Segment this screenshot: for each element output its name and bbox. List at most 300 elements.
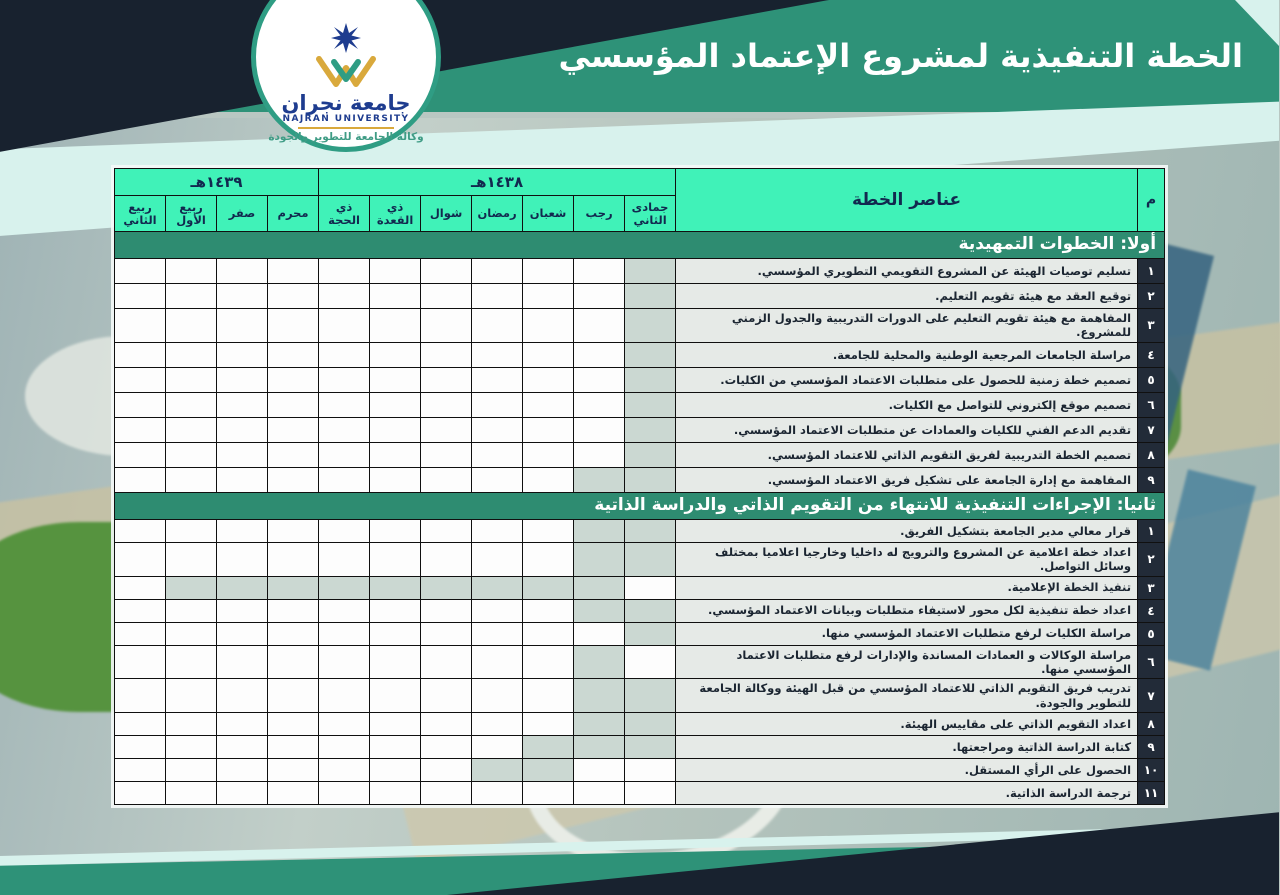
items-column-header: عناصر الخطة [677,169,1139,232]
timeline-cell [371,519,422,542]
timeline-cell [575,442,626,467]
timeline-cell [116,392,167,417]
row-number: ١ [1139,259,1166,284]
table-row [116,599,1166,622]
timeline-cell [116,599,167,622]
star-icon [332,23,362,56]
timeline-cell [473,442,524,467]
timeline-cell [524,367,575,392]
timeline-cell [524,259,575,284]
timeline-cell [269,713,320,736]
timeline-cell-shaded [626,713,677,736]
timeline-cell [320,309,371,343]
plan-item-label: مراسلة الوكالات و العمادات المساندة والإدارات لرفع متطلبات الاعتماد المؤسسي منها. [677,645,1139,679]
timeline-cell [371,417,422,442]
timeline-cell [320,442,371,467]
plan-item-label: توقيع العقد مع هيئة تقويم التعليم. [677,284,1139,309]
table-row [116,519,1166,542]
timeline-cell [371,259,422,284]
timeline-cell [269,309,320,343]
timeline-cell-shaded [575,645,626,679]
timeline-cell-shaded [626,622,677,645]
timeline-cell [524,392,575,417]
timeline-cell [116,542,167,576]
timeline-cell [218,467,269,492]
timeline-cell [371,782,422,805]
timeline-cell [473,342,524,367]
timeline-cell [116,519,167,542]
row-number: ٤ [1139,342,1166,367]
timeline-cell [320,679,371,713]
timeline-cell [473,713,524,736]
timeline-cell [116,622,167,645]
timeline-cell [575,309,626,343]
timeline-cell [371,442,422,467]
timeline-cell-shaded [626,392,677,417]
plan-item-label: تنفيذ الخطة الإعلامية. [677,576,1139,599]
timeline-cell [473,622,524,645]
table-row [116,542,1166,576]
timeline-cell [422,519,473,542]
logo-divider [299,127,395,129]
timeline-cell [320,417,371,442]
timeline-cell [116,645,167,679]
timeline-cell-shaded [473,576,524,599]
timeline-cell [524,645,575,679]
row-number: ٧ [1139,679,1166,713]
page-title: الخطة التنفيذية لمشروع الإعتماد المؤسسي [559,37,1244,75]
timeline-cell [473,467,524,492]
timeline-cell-shaded [524,759,575,782]
timeline-cell-shaded [626,467,677,492]
month-header: ربيع الأول [167,196,218,232]
plan-item-label: تصميم موقع إلكتروني للتواصل مع الكليات. [677,392,1139,417]
timeline-cell [575,392,626,417]
timeline-cell [371,542,422,576]
timeline-cell [575,417,626,442]
timeline-cell [473,645,524,679]
row-number: ٢ [1139,542,1166,576]
table-row [116,679,1166,713]
timeline-cell [320,367,371,392]
logo-name-english: NAJRAN UNIVERSITY [283,114,411,125]
plan-item-label: اعداد التقويم الذاتي على مقاييس الهيئة. [677,713,1139,736]
timeline-cell-shaded [626,342,677,367]
crown-chevrons-icon [316,56,378,92]
timeline-cell [524,442,575,467]
table-row [116,645,1166,679]
timeline-cell [422,309,473,343]
timeline-cell [320,284,371,309]
timeline-cell [167,342,218,367]
timeline-cell-shaded [575,736,626,759]
timeline-cell [473,284,524,309]
timeline-cell-shaded [269,576,320,599]
month-header: شوال [422,196,473,232]
timeline-cell [575,342,626,367]
timeline-cell [167,417,218,442]
table-row [116,417,1166,442]
timeline-cell [371,467,422,492]
timeline-cell [167,519,218,542]
timeline-cell-shaded [167,576,218,599]
timeline-cell [320,759,371,782]
timeline-cell [269,645,320,679]
timeline-cell [167,309,218,343]
timeline-cell [167,259,218,284]
timeline-cell-shaded [626,259,677,284]
row-number: ٤ [1139,599,1166,622]
plan-item-label: الحصول على الرأي المستقل. [677,759,1139,782]
timeline-cell-shaded [626,519,677,542]
timeline-cell [524,467,575,492]
row-number: ٩ [1139,467,1166,492]
serial-column-header: م [1139,169,1166,232]
logo-name-arabic: جامعة نجران [282,91,412,115]
timeline-cell [575,367,626,392]
timeline-cell [422,367,473,392]
timeline-cell [167,713,218,736]
row-number: ٦ [1139,645,1166,679]
timeline-cell [320,782,371,805]
timeline-cell [422,736,473,759]
timeline-cell [167,467,218,492]
timeline-cell [218,645,269,679]
table-row [116,622,1166,645]
plan-item-label: تصميم خطة زمنية للحصول على متطلبات الاعتماد المؤسسي من الكليات. [677,367,1139,392]
timeline-cell [473,519,524,542]
timeline-cell [524,519,575,542]
plan-item-label: تقديم الدعم الفني للكليات والعمادات عن متطلبات الاعتماد المؤسسي. [677,417,1139,442]
row-number: ٧ [1139,417,1166,442]
plan-item-label: اعداد خطة تنفيذية لكل محور لاستيفاء متطلبات وبيانات الاعتماد المؤسسي. [677,599,1139,622]
timeline-cell [167,367,218,392]
timeline-cell [167,782,218,805]
section-header: أولا: الخطوات التمهيدية [116,232,1166,259]
timeline-cell [422,542,473,576]
timeline-cell [218,259,269,284]
row-number: ٥ [1139,367,1166,392]
timeline-cell [371,599,422,622]
timeline-cell-shaded [626,736,677,759]
timeline-cell-shaded [575,599,626,622]
timeline-cell [269,542,320,576]
section-header: ثانيا: الإجراءات التنفيذية للانتهاء من التقويم الذاتي والدراسة الذاتية [116,492,1166,519]
table-row [116,367,1166,392]
timeline-cell [269,622,320,645]
timeline-cell [269,367,320,392]
table-row [116,467,1166,492]
timeline-cell [371,342,422,367]
timeline-cell [167,542,218,576]
row-number: ٥ [1139,622,1166,645]
timeline-cell [626,759,677,782]
month-header: شعبان [524,196,575,232]
timeline-cell [167,442,218,467]
table-row [116,713,1166,736]
plan-item-label: تصميم الخطة التدريبية لفريق التقويم الذاتي للاعتماد المؤسسي. [677,442,1139,467]
timeline-cell [218,309,269,343]
table-row [116,342,1166,367]
year-header: ١٤٣٩هـ [116,169,320,196]
timeline-cell [320,599,371,622]
timeline-cell [269,599,320,622]
timeline-cell [371,309,422,343]
plan-item-label: تدريب فريق التقويم الذاتي للاعتماد المؤسسي من قبل الهيئة ووكالة الجامعة للتطوير والجودة. [677,679,1139,713]
timeline-cell [473,736,524,759]
timeline-cell [269,392,320,417]
timeline-cell [167,679,218,713]
row-number: ٣ [1139,309,1166,343]
timeline-cell [269,759,320,782]
timeline-cell-shaded [575,679,626,713]
timeline-cell-shaded [626,309,677,343]
timeline-cell [473,309,524,343]
timeline-cell [524,599,575,622]
timeline-cell [116,342,167,367]
timeline-cell [167,284,218,309]
timeline-cell-shaded [575,576,626,599]
timeline-cell-shaded [320,576,371,599]
timeline-cell [422,782,473,805]
timeline-cell-shaded [575,713,626,736]
row-number: ٩ [1139,736,1166,759]
timeline-cell-shaded [626,442,677,467]
row-number: ١ [1139,519,1166,542]
timeline-cell [116,417,167,442]
timeline-cell [524,417,575,442]
month-header: جمادى الثاني [626,196,677,232]
timeline-cell [320,519,371,542]
timeline-cell [269,679,320,713]
timeline-cell [320,542,371,576]
timeline-cell [422,467,473,492]
timeline-cell-shaded [626,599,677,622]
month-header: ذي الحجة [320,196,371,232]
row-number: ٦ [1139,392,1166,417]
timeline-cell [371,645,422,679]
timeline-cell [320,645,371,679]
timeline-cell-shaded [626,367,677,392]
plan-item-label: كتابة الدراسة الذاتية ومراجعتها. [677,736,1139,759]
timeline-cell [524,713,575,736]
timeline-cell-shaded [524,576,575,599]
timeline-cell [422,679,473,713]
timeline-cell [422,259,473,284]
timeline-cell-shaded [524,736,575,759]
timeline-cell [218,713,269,736]
timeline-cell-shaded [575,467,626,492]
timeline-cell [320,736,371,759]
timeline-cell [371,736,422,759]
plan-item-label: ترجمة الدراسة الذاتية. [677,782,1139,805]
month-header: ذي القعدة [371,196,422,232]
timeline-cell [626,576,677,599]
timeline-cell [116,442,167,467]
timeline-cell [167,759,218,782]
month-header: رمضان [473,196,524,232]
timeline-cell [218,417,269,442]
timeline-cell [320,467,371,492]
timeline-cell [320,259,371,284]
table-row [116,259,1166,284]
timeline-cell [422,599,473,622]
timeline-cell [422,417,473,442]
timeline-cell [320,713,371,736]
month-header: محرم [269,196,320,232]
timeline-cell [269,782,320,805]
month-header: رجب [575,196,626,232]
timeline-cell [422,645,473,679]
timeline-cell [371,679,422,713]
timeline-cell [269,467,320,492]
timeline-cell [218,442,269,467]
plan-item-label: مراسلة الجامعات المرجعية الوطنية والمحلية للجامعة. [677,342,1139,367]
timeline-cell-shaded [371,576,422,599]
timeline-cell-shaded [626,417,677,442]
timeline-cell [473,259,524,284]
timeline-cell [218,519,269,542]
timeline-cell [473,542,524,576]
table-row [116,309,1166,343]
timeline-cell [371,392,422,417]
table-row [116,736,1166,759]
timeline-cell [116,467,167,492]
timeline-cell [422,442,473,467]
timeline-cell [575,782,626,805]
table-row [116,759,1166,782]
timeline-cell [218,622,269,645]
plan-item-label: قرار معالي مدير الجامعة بتشكيل الفريق. [677,519,1139,542]
timeline-cell [473,367,524,392]
row-number: ١١ [1139,782,1166,805]
table-row [116,284,1166,309]
timeline-cell [371,759,422,782]
timeline-cell [524,342,575,367]
timeline-cell [218,367,269,392]
timeline-cell-shaded [626,679,677,713]
timeline-cell [116,759,167,782]
timeline-cell-shaded [473,759,524,782]
timeline-cell [626,645,677,679]
timeline-cell [524,782,575,805]
timeline-cell [116,309,167,343]
timeline-cell [371,713,422,736]
year-row [116,169,1166,196]
timeline-cell [473,599,524,622]
timeline-cell [575,259,626,284]
timeline-cell [524,679,575,713]
table-row [116,576,1166,599]
table-row [116,442,1166,467]
timeline-cell-shaded [626,284,677,309]
timeline-cell [473,417,524,442]
timeline-cell [524,622,575,645]
timeline-cell [116,736,167,759]
plan-item-label: اعداد خطة اعلامية عن المشروع والترويج له داخليا وخارجيا اعلاميا بمختلف وسائل التواصل. [677,542,1139,576]
month-header: ربيع الثاني [116,196,167,232]
timeline-cell [575,622,626,645]
timeline-cell [218,679,269,713]
table-row [116,782,1166,805]
row-number: ٢ [1139,284,1166,309]
timeline-cell [218,759,269,782]
timeline-cell [269,342,320,367]
timeline-cell-shaded [626,542,677,576]
timeline-cell [371,284,422,309]
timeline-cell [524,542,575,576]
timeline-cell [116,259,167,284]
timeline-cell [218,542,269,576]
timeline-cell [218,599,269,622]
timeline-cell-shaded [575,519,626,542]
plan-item-label: مراسلة الكليات لرفع متطلبات الاعتماد المؤسسي منها. [677,622,1139,645]
timeline-cell [116,782,167,805]
timeline-cell [269,417,320,442]
timeline-cell [473,782,524,805]
table-row [116,392,1166,417]
timeline-cell [269,259,320,284]
timeline-cell [218,284,269,309]
timeline-cell [422,759,473,782]
timeline-cell [269,736,320,759]
timeline-cell [116,576,167,599]
row-number: ٨ [1139,713,1166,736]
timeline-cell [218,392,269,417]
logo-unit-name: وكالة الجامعة للتطوير والجودة [269,131,425,144]
timeline-cell [167,599,218,622]
timeline-cell [575,759,626,782]
timeline-cell [422,622,473,645]
timeline-cell [524,309,575,343]
timeline-cell [371,367,422,392]
timeline-cell [320,342,371,367]
timeline-cell [167,392,218,417]
timeline-cell [524,284,575,309]
timeline-cell [218,736,269,759]
timeline-cell [269,284,320,309]
plan-table-body [116,232,1166,805]
timeline-cell [575,284,626,309]
timeline-cell [371,622,422,645]
timeline-cell [320,392,371,417]
plan-item-label: المفاهمة مع هيئة تقويم التعليم على الدورات التدريبية والجدول الزمني للمشروع. [677,309,1139,343]
timeline-cell-shaded [422,576,473,599]
timeline-cell [473,679,524,713]
timeline-cell [116,284,167,309]
row-number: ١٠ [1139,759,1166,782]
timeline-cell [167,736,218,759]
timeline-cell [167,645,218,679]
timeline-cell [422,392,473,417]
timeline-cell [218,782,269,805]
row-number: ٨ [1139,442,1166,467]
timeline-cell [422,284,473,309]
plan-item-label: المفاهمة مع إدارة الجامعة على تشكيل فريق الاعتماد المؤسسي. [677,467,1139,492]
timeline-cell-shaded [218,576,269,599]
timeline-cell [320,622,371,645]
timeline-cell [269,519,320,542]
year-header: ١٤٣٨هـ [320,169,677,196]
timeline-cell [167,622,218,645]
plan-item-label: تسليم توصيات الهيئة عن المشروع التقويمي التطويري المؤسسي. [677,259,1139,284]
row-number: ٣ [1139,576,1166,599]
timeline-cell [269,442,320,467]
timeline-cell [116,679,167,713]
timeline-cell [218,342,269,367]
execution-plan-table [115,168,1166,805]
timeline-cell [422,713,473,736]
